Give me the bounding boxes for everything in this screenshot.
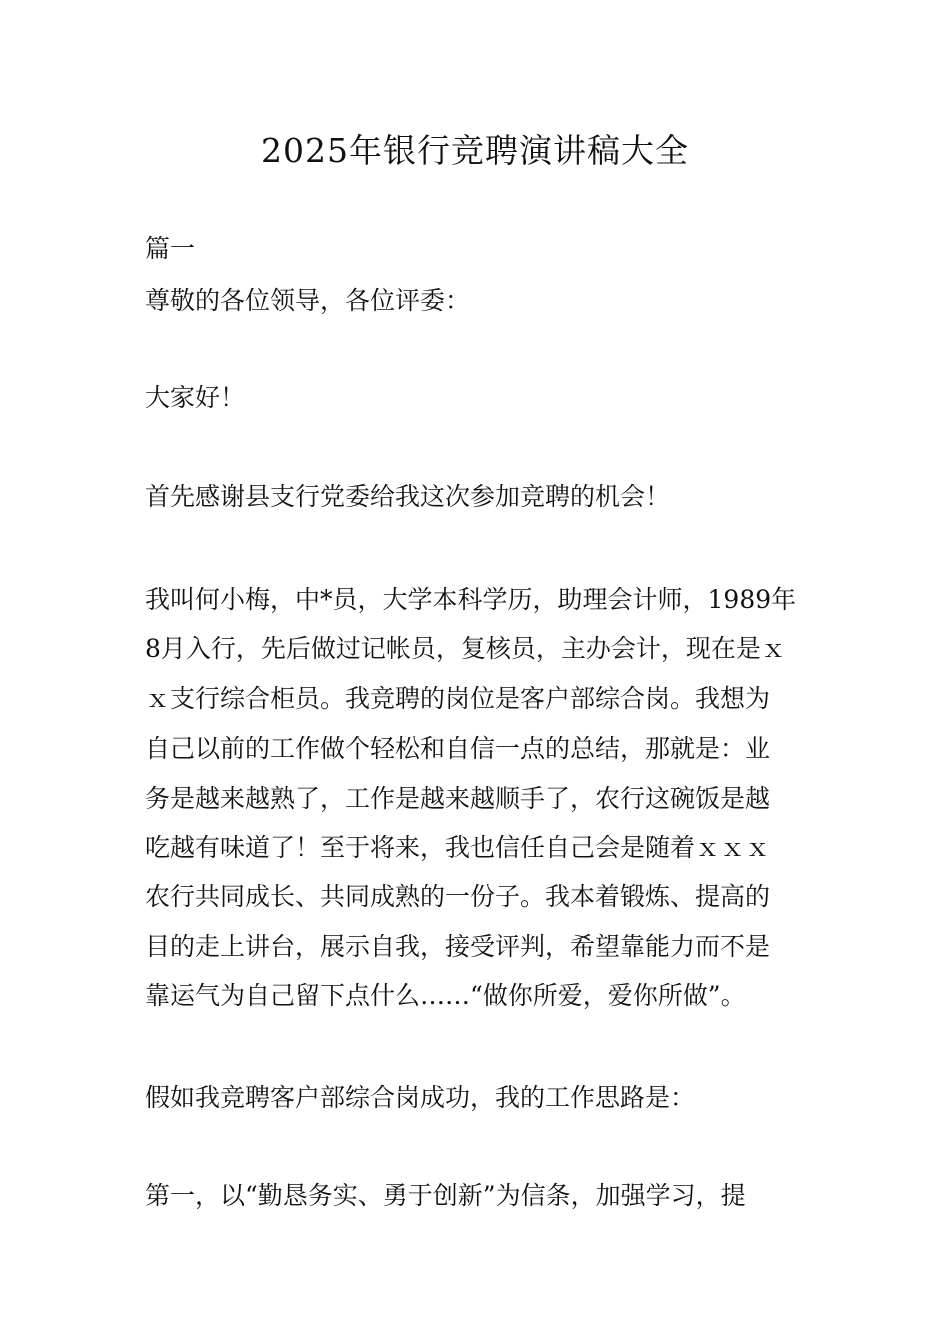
first-point-paragraph: 第一，以“勤恳务实、勇于创新”为信条，加强学习，提 <box>145 1181 746 1210</box>
paragraph-line: 8月入行，先后做过记帐员，复核员，主办会计，现在是ｘ <box>145 634 786 663</box>
greeting: 大家好！ <box>145 383 246 412</box>
paragraph-line: 农行共同成长、共同成熟的一份子。我本着锻炼、提高的 <box>145 882 771 911</box>
plan-intro-paragraph: 假如我竞聘客户部综合岗成功，我的工作思路是： <box>145 1083 696 1112</box>
paragraph-line: 我叫何小梅，中*员，大学本科学历，助理会计师，1989年 <box>145 585 797 614</box>
document-title: 2025年银行竞聘演讲稿大全 <box>261 131 689 170</box>
paragraph-line: 目的走上讲台，展示自我，接受评判，希望靠能力而不是 <box>145 932 771 961</box>
salutation: 尊敬的各位领导，各位评委： <box>145 286 471 315</box>
paragraph-line: 吃越有味道了！至于将来，我也信任自己会是随着ｘｘｘ <box>145 833 771 862</box>
paragraph-line: 靠运气为自己留下点什么……“做你所爱，爱你所做”。 <box>145 981 746 1010</box>
section-heading: 篇一 <box>145 234 196 263</box>
paragraph-line: ｘ支行综合柜员。我竞聘的岗位是客户部综合岗。我想为 <box>145 684 771 713</box>
paragraph-line: 务是越来越熟了，工作是越来越顺手了，农行这碗饭是越 <box>145 784 771 813</box>
paragraph-line: 自己以前的工作做个轻松和自信一点的总结，那就是：业 <box>145 734 771 763</box>
thanks-paragraph: 首先感谢县支行党委给我这次参加竞聘的机会！ <box>145 482 671 511</box>
